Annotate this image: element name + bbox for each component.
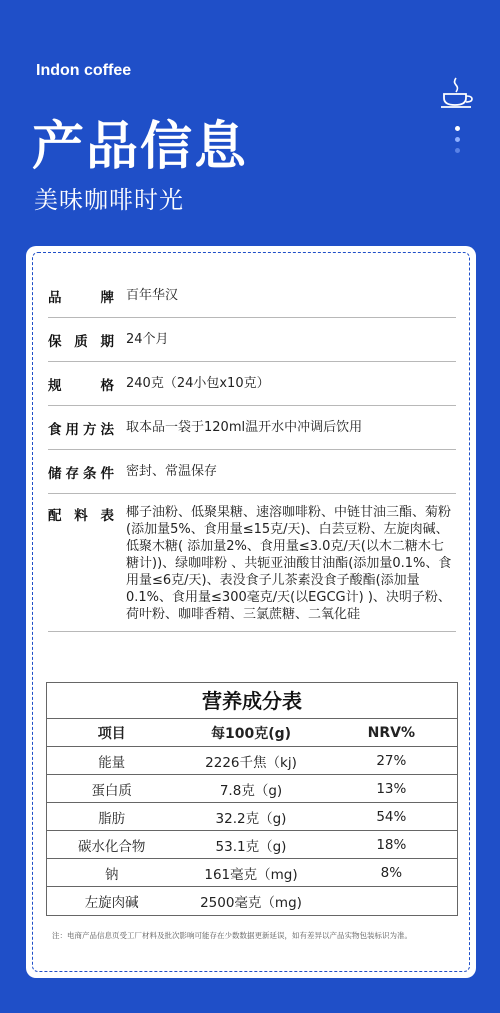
nutrient-amount: 2226千焦（kj) <box>205 754 297 771</box>
info-value: 240克（24小包x10克） <box>126 376 270 391</box>
decorative-dots <box>455 126 461 159</box>
nutrient-name: 脂肪 <box>98 810 126 827</box>
table-row <box>47 859 457 887</box>
table-row <box>47 747 457 775</box>
nutrient-amount: 7.8克（g) <box>219 782 283 799</box>
info-row-usage <box>48 406 456 450</box>
page-title: 产品信息 <box>32 117 249 177</box>
info-value: 密封、常温保存 <box>126 464 218 479</box>
info-row-shelf-life <box>48 318 456 362</box>
nutrition-table <box>46 682 458 916</box>
table-row <box>47 831 457 859</box>
footnote: 注：电商产品信息页受工厂材料及批次影响可能存在少数数据更新延误，如有差异以产品实物包装标识为准。 <box>52 931 412 940</box>
info-label: 配 料 表 <box>48 508 114 524</box>
dot <box>455 148 460 153</box>
table-row <box>47 887 457 915</box>
nutrient-name: 钠 <box>104 866 119 883</box>
info-label: 品 牌 <box>48 289 114 306</box>
nutrient-name: 能量 <box>98 754 126 771</box>
product-info-card <box>26 246 476 978</box>
info-row-brand <box>48 274 456 318</box>
info-row-ingredients <box>48 494 456 632</box>
dot <box>455 137 460 142</box>
table-row <box>47 803 457 831</box>
nutrient-nrv: 13% <box>376 780 407 797</box>
info-label: 规 格 <box>48 377 114 394</box>
nutrient-nrv: 54% <box>376 808 407 825</box>
header-nrv: NRV% <box>367 724 415 741</box>
nutrient-amount: 2500毫克（mg) <box>200 895 302 911</box>
info-label: 保 质 期 <box>48 333 114 350</box>
table-row <box>47 775 457 803</box>
nutrient-amount: 53.1克（g) <box>215 838 287 855</box>
nutrient-nrv: 18% <box>376 836 407 853</box>
info-row-storage <box>48 450 456 494</box>
product-info-list <box>48 274 456 632</box>
nutrient-nrv: 8% <box>380 864 403 881</box>
nutrition-header-row <box>47 719 457 747</box>
coffee-cup-icon <box>440 76 476 110</box>
info-label: 储存条件 <box>48 465 114 482</box>
info-value: 百年华汉 <box>126 288 179 303</box>
nutrient-name: 碳水化合物 <box>77 838 146 855</box>
info-row-spec <box>48 362 456 406</box>
header-per100: 每100克(g) <box>210 725 292 742</box>
dot <box>455 126 460 131</box>
nutrient-amount: 32.2克（g) <box>215 810 287 827</box>
page-subtitle: 美味咖啡时光 <box>34 186 184 214</box>
nutrient-amount: 161毫克（mg) <box>204 866 298 883</box>
info-value: 取本品一袋于120ml温开水中冲调后饮用 <box>126 420 363 435</box>
nutrient-nrv: 27% <box>376 752 407 769</box>
info-value: 24个月 <box>126 332 169 347</box>
info-label: 食用方法 <box>48 421 114 438</box>
header-item: 项目 <box>97 725 126 742</box>
nutrient-name: 蛋白质 <box>91 782 132 799</box>
info-value: 椰子油粉、低聚果糖、速溶咖啡粉、中链甘油三酯、菊粉(添加量5%、食用量≤15克/天)、白芸豆粉、左旋肉碱、低聚木糖( 添加量2%、食用量≤3.0克/天(以木二糖木七糖计))、绿咖啡粉 、共轭亚油酸甘油酯(添加量0.1%、食用量≤6克/天)、表没食子儿茶素没食子酸酯(添加量0.1%、食用量≤300毫克/天(以EGCG计) )、决明子粉、荷叶粉、咖啡香精、三氯蔗糖、二氧化硅 <box>126 505 452 622</box>
nutrition-title: 营养成分表 <box>47 683 457 719</box>
brand-name: Indon coffee <box>36 62 132 79</box>
nutrient-name: 左旋肉碱 <box>84 895 139 911</box>
